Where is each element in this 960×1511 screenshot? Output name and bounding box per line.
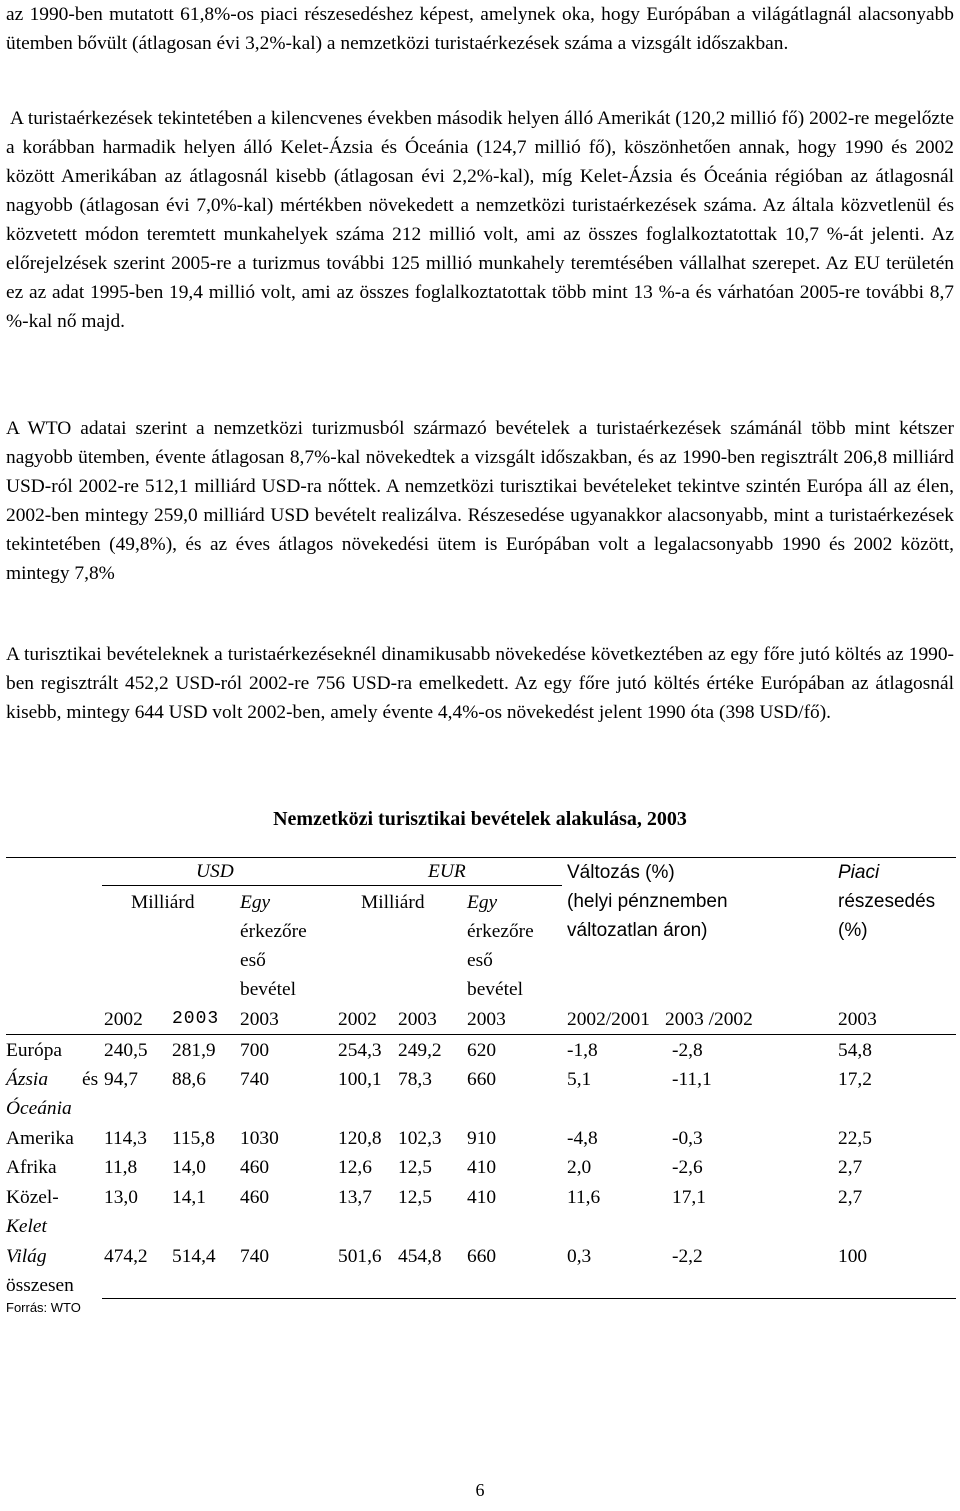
paragraph-arrivals: A turistaérkezések tekintetében a kilencvenes években második helyen álló Amerikát (120,2 millió fő) 2002-re megelőzte a korábban harmadik helyen álló Kelet-Ázsia és Óceánia (124,7 millió fő), köszönhetően annak, hogy 1990 és 2002 között Amerikában az átlagosnál kisebb (átlagosan évi 2,2%-kal), míg Kelet-Ázsia és Óceánia régióban az átlagosnál nagyobb (átlagosan évi 7,0%-kal) mértékben növekedett a nemzetközi turistaérkezések száma. Az általa közvetlenül és közvetett módon teremtett munkahelyek száma 212 millió volt, ami az összes foglalkoztatottak 10,7 %-át jelenti. Az előrejelzések szerint 2005-re a turizmus további 125 millió munkahely teremtésében vállalhat szerepet. Az EU területén ez az adat 1995-ben 19,4 millió volt, ami az összes foglalkoztatottak több mint 13 %-a és várhatóan 2005-re további 8,7 %-kal nő majd. bbox=[6, 108, 954, 332]
value-cell: 11,8 bbox=[104, 1157, 138, 1178]
region-label: összesen bbox=[6, 1275, 74, 1296]
table-bottom-rule bbox=[102, 1298, 956, 1299]
table-title: Nemzetközi turisztikai bevételek alakulása, 2003 bbox=[273, 808, 687, 830]
value-cell: 14,0 bbox=[172, 1157, 206, 1178]
value-cell: 740 bbox=[240, 1246, 270, 1267]
value-cell: -2,2 bbox=[672, 1246, 703, 1267]
region-label: Világ bbox=[6, 1246, 47, 1267]
usd-header: USD bbox=[196, 861, 234, 882]
value-cell: 12,5 bbox=[398, 1187, 432, 1208]
value-cell: 22,5 bbox=[838, 1128, 872, 1149]
value-cell: 11,6 bbox=[567, 1187, 601, 1208]
value-cell: 620 bbox=[467, 1040, 497, 1061]
value-cell: 910 bbox=[467, 1128, 497, 1149]
value-cell: 17,2 bbox=[838, 1069, 872, 1090]
value-cell: 114,3 bbox=[104, 1128, 147, 1149]
value-cell: 54,8 bbox=[838, 1040, 872, 1061]
eur-per-arrival-2: érkezőre bbox=[467, 921, 534, 942]
year-col-3: 2003 bbox=[240, 1009, 279, 1030]
value-cell: 660 bbox=[467, 1069, 497, 1090]
region-label: Kelet bbox=[6, 1216, 47, 1237]
value-cell: 254,3 bbox=[338, 1040, 382, 1061]
value-cell: 240,5 bbox=[104, 1040, 148, 1061]
usd-per-arrival-2: érkezőre bbox=[240, 921, 307, 942]
value-cell: 740 bbox=[240, 1069, 270, 1090]
value-cell: 12,6 bbox=[338, 1157, 372, 1178]
region-label: Afrika bbox=[6, 1157, 57, 1178]
value-cell: 281,9 bbox=[172, 1040, 216, 1061]
region-label: Amerika bbox=[6, 1128, 74, 1149]
usd-milliard-header: Milliárd bbox=[131, 892, 195, 913]
change-header-3: változatlan áron) bbox=[567, 920, 708, 941]
value-cell: 514,4 bbox=[172, 1246, 216, 1267]
value-cell: 13,0 bbox=[104, 1187, 138, 1208]
change-header-1: Változás (%) bbox=[567, 862, 675, 883]
usd-per-arrival-1: Egy bbox=[240, 892, 271, 913]
year-col-2: 2003 bbox=[172, 1009, 220, 1029]
year-col-1: 2002 bbox=[104, 1009, 143, 1030]
table-top-rule bbox=[6, 857, 956, 858]
eur-per-arrival-3: eső bbox=[467, 950, 493, 971]
paragraph-intro: az 1990-ben mutatott 61,8%-os piaci részesedéshez képest, amelynek oka, hogy Európában a világátlagnál alacsonyabb ütemben bővült (átlagosan évi 3,2%-kal) a nemzetközi turistaérkezések száma a vizsgált időszakban. bbox=[6, 4, 954, 54]
value-cell: -0,3 bbox=[672, 1128, 703, 1149]
eur-header: EUR bbox=[428, 861, 466, 882]
eur-per-arrival-1: Egy bbox=[467, 892, 498, 913]
year-col-6: 2003 bbox=[467, 1009, 506, 1030]
change-header-2: (helyi pénznemben bbox=[567, 891, 728, 912]
currency-underline bbox=[102, 885, 562, 886]
value-cell: 460 bbox=[240, 1187, 270, 1208]
value-cell: 454,8 bbox=[398, 1246, 442, 1267]
eur-per-arrival-4: bevétel bbox=[467, 979, 523, 1000]
value-cell: 120,8 bbox=[338, 1128, 382, 1149]
value-cell: 474,2 bbox=[104, 1246, 148, 1267]
value-cell: -2,6 bbox=[672, 1157, 703, 1178]
value-cell: -1,8 bbox=[567, 1040, 598, 1061]
region-label: Európa bbox=[6, 1040, 62, 1061]
value-cell: 5,1 bbox=[567, 1069, 592, 1090]
value-cell: 410 bbox=[467, 1187, 497, 1208]
table-source: Forrás: WTO bbox=[6, 1300, 81, 1315]
value-cell: 115,8 bbox=[172, 1128, 215, 1149]
year-col-4: 2002 bbox=[338, 1009, 377, 1030]
value-cell: 14,1 bbox=[172, 1187, 206, 1208]
usd-per-arrival-3: eső bbox=[240, 950, 266, 971]
region-label: és bbox=[82, 1069, 99, 1090]
value-cell: 660 bbox=[467, 1246, 497, 1267]
value-cell: 0,3 bbox=[567, 1246, 592, 1267]
value-cell: 501,6 bbox=[338, 1246, 382, 1267]
eur-milliard-header: Milliárd bbox=[361, 892, 425, 913]
value-cell: 13,7 bbox=[338, 1187, 372, 1208]
value-cell: 1030 bbox=[240, 1128, 279, 1149]
usd-per-arrival-4: bevétel bbox=[240, 979, 296, 1000]
value-cell: 460 bbox=[240, 1157, 270, 1178]
value-cell: 2,7 bbox=[838, 1187, 863, 1208]
year-col-8: 2003 /2002 bbox=[665, 1009, 753, 1030]
value-cell: 249,2 bbox=[398, 1040, 442, 1061]
header-bottom-rule bbox=[6, 1034, 956, 1035]
value-cell: 410 bbox=[467, 1157, 497, 1178]
share-header-3: (%) bbox=[838, 920, 868, 941]
value-cell: -11,1 bbox=[672, 1069, 712, 1090]
share-header-2: részesedés bbox=[838, 891, 936, 912]
region-label: Közel- bbox=[6, 1187, 59, 1208]
value-cell: 88,6 bbox=[172, 1069, 206, 1090]
year-col-9: 2003 bbox=[838, 1009, 877, 1030]
share-header-1: Piaci bbox=[838, 862, 880, 883]
value-cell: 2,7 bbox=[838, 1157, 863, 1178]
year-col-7: 2002/2001 bbox=[567, 1009, 650, 1030]
value-cell: 94,7 bbox=[104, 1069, 138, 1090]
value-cell: 78,3 bbox=[398, 1069, 432, 1090]
year-col-5: 2003 bbox=[398, 1009, 437, 1030]
value-cell: 17,1 bbox=[672, 1187, 706, 1208]
value-cell: -2,8 bbox=[672, 1040, 703, 1061]
paragraph-spending: A turisztikai bevételeknek a turistaérkezéseknél dinamikusabb növekedése következtében az egy főre jutó költés az 1990-ben regisztrált 452,2 USD-ról 2002-re 756 USD-ra emelkedett. Az egy főre jutó költés értéke Európában az átlagosnál kisebb, mintegy 644 USD volt 2002-ben, amely évente 4,4%-os növekedést jelent 1990 óta (398 USD/fő). bbox=[6, 644, 954, 723]
value-cell: 100 bbox=[838, 1246, 868, 1267]
value-cell: 100,1 bbox=[338, 1069, 382, 1090]
page-number: 6 bbox=[475, 1480, 485, 1500]
region-label: Óceánia bbox=[6, 1098, 72, 1119]
value-cell: 2,0 bbox=[567, 1157, 592, 1178]
paragraph-revenue: A WTO adatai szerint a nemzetközi turizmusból származó bevételek a turistaérkezések számánál több mint kétszer nagyobb ütemben, évente átlagosan 8,7%-kal növekedtek a vizsgált időszakban, és az 1990-ben regisztrált 206,8 milliárd USD-ról 2002-re 512,1 milliárd USD-ra nőttek. A nemzetközi turisztikai bevételeket tekintve szintén Európa áll az élen, 2002-ben mintegy 259,0 milliárd USD bevételt realizálva. Részesedése ugyanakkor alacsonyabb, mint a turistaérkezések tekintetében (49,8%), és az éves átlagos növekedési ütem is Európában volt a legalacsonyabb 1990 és 2002 között, mintegy 7,8% bbox=[6, 418, 954, 584]
value-cell: 102,3 bbox=[398, 1128, 442, 1149]
region-label: Ázsia bbox=[6, 1069, 49, 1090]
value-cell: 700 bbox=[240, 1040, 270, 1061]
value-cell: -4,8 bbox=[567, 1128, 598, 1149]
value-cell: 12,5 bbox=[398, 1157, 432, 1178]
